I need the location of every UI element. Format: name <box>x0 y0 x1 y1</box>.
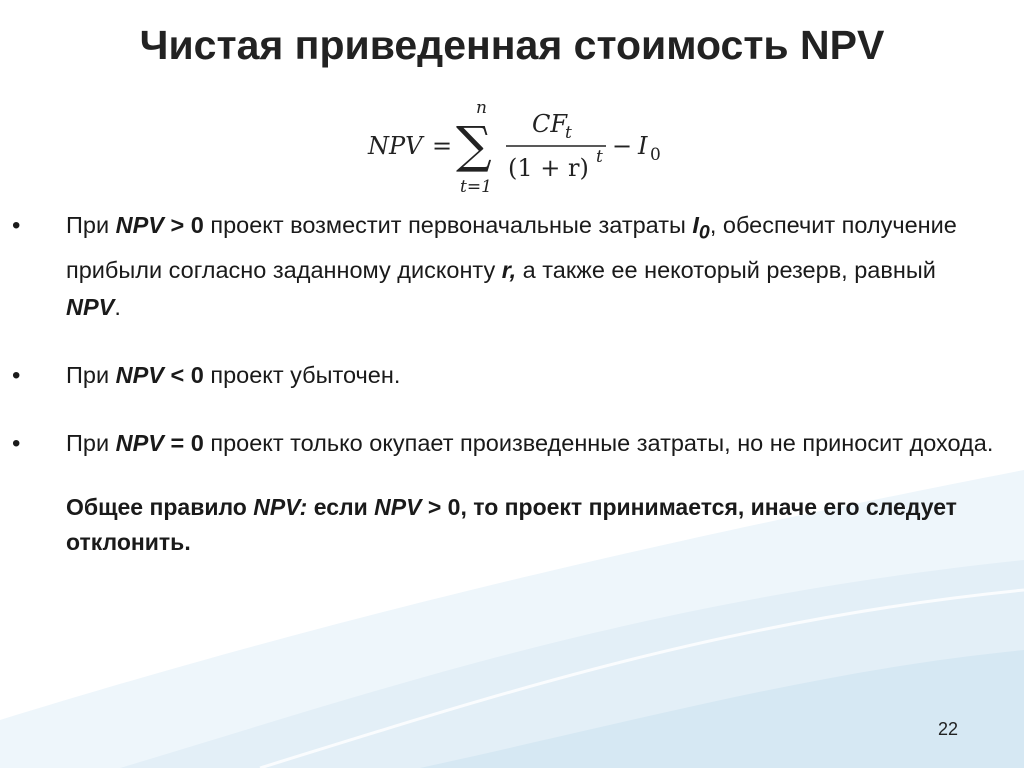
bullet-text: При NPV > 0 проект возместит первоначальные затраты $I_0$, обеспечит получение прибыли согласно заданному дисконту r, а также ее некоторый резерв, равный NPV. <box>66 212 957 320</box>
bullet-item <box>12 207 995 326</box>
bullet-item <box>12 425 995 462</box>
formula-minus: − <box>612 132 633 160</box>
formula-numerator-sub: t <box>565 123 572 143</box>
bullet-icon: • <box>12 429 21 457</box>
bullet-item <box>12 357 995 394</box>
bullet-icon: • <box>12 361 21 389</box>
formula-denominator: (1 + r) <box>508 154 589 182</box>
formula-sum-upper: n <box>476 98 487 118</box>
npv-formula <box>362 96 682 196</box>
bullet-text: При NPV < 0 проект убыточен. <box>66 361 401 388</box>
sigma-icon: ∑ <box>456 116 492 174</box>
general-rule: Общее правило NPV: если NPV > 0, то проект принимается, иначе его следует отклонить. <box>66 493 957 555</box>
page-number: 22 <box>938 719 959 739</box>
formula-investment: I <box>638 132 648 160</box>
bullet-text: При NPV = 0 проект только окупает произведенные затраты, но не приносит дохода. <box>66 429 994 456</box>
formula-numerator: CF <box>532 110 568 138</box>
formula-lhs: NPV <box>368 132 423 160</box>
formula-investment-sub: 0 <box>650 145 661 165</box>
bullet-list <box>12 207 995 560</box>
formula-equals: = <box>432 132 453 160</box>
bullet-icon: • <box>12 212 21 239</box>
formula-sum-lower: t=1 <box>460 177 492 196</box>
formula-denominator-exp: t <box>596 147 603 167</box>
slide-title: Чистая приведенная стоимость NPV <box>139 22 885 68</box>
